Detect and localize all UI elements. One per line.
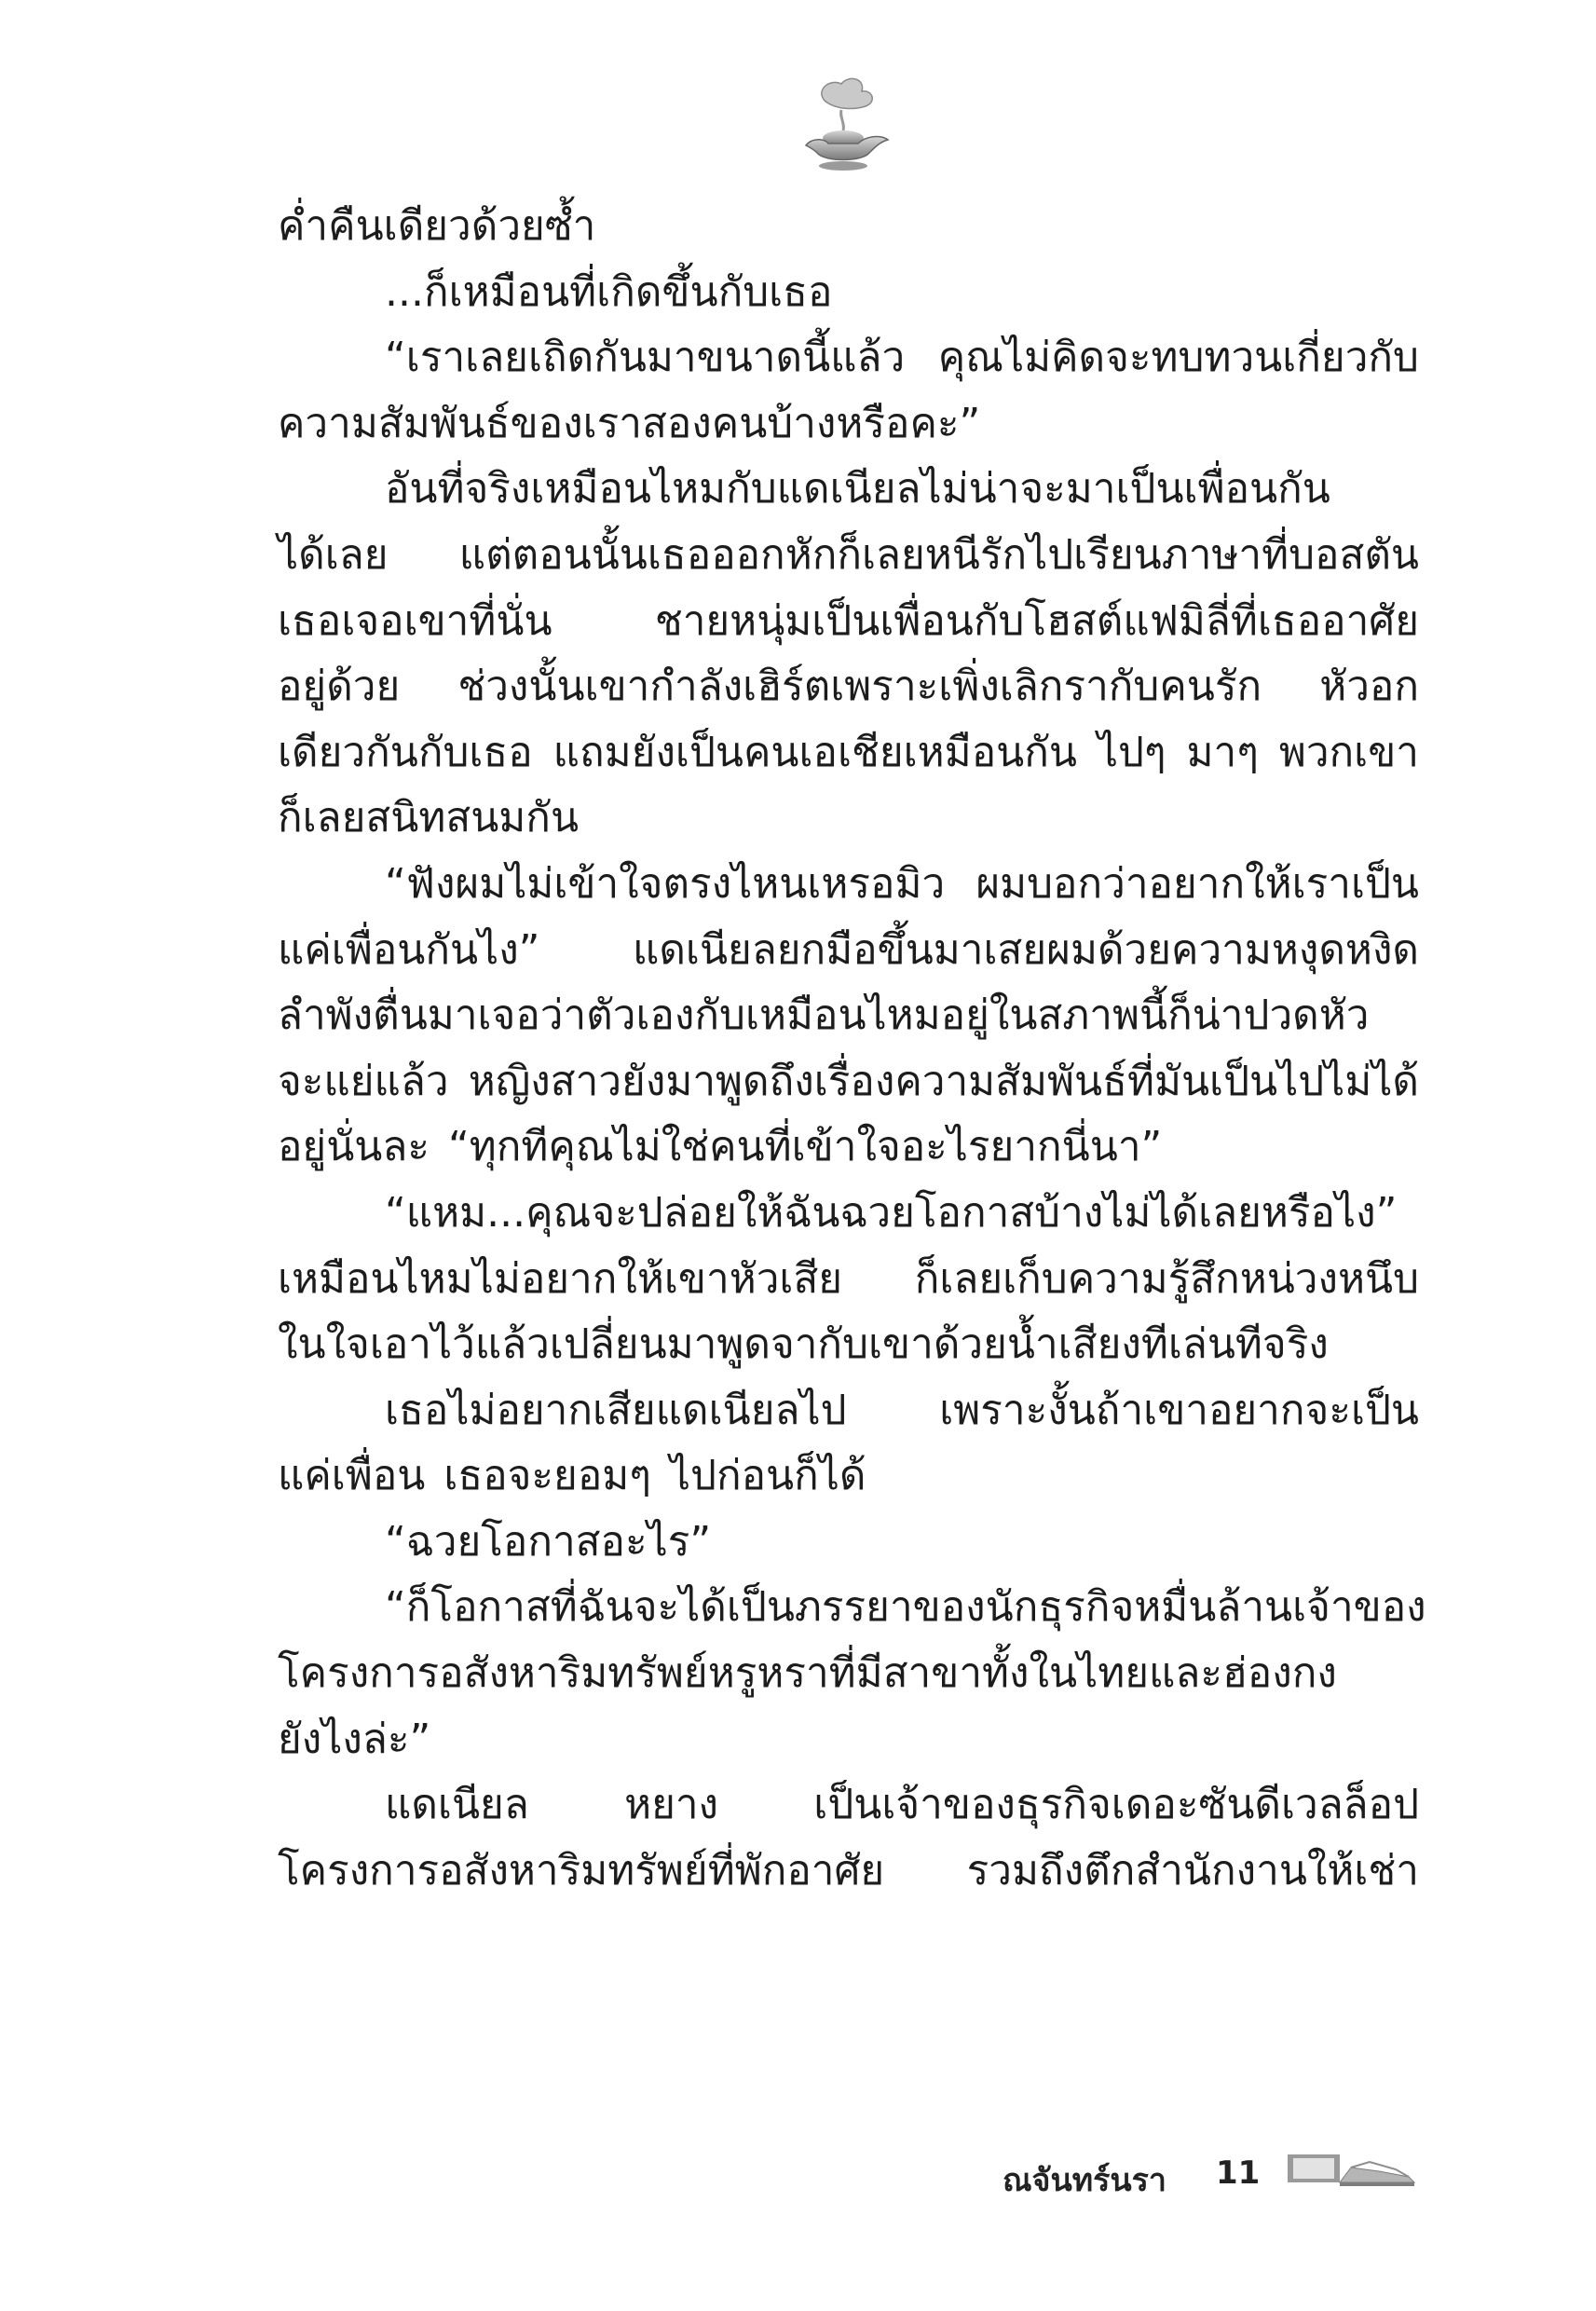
books-ornament-icon bbox=[1286, 2149, 1416, 2190]
text-line: เธอไม่อยากเสียแดเนียลไป เพราะงั้นถ้าเขาอยากจะเป็น bbox=[385, 1386, 1419, 1434]
text-line: แค่เพื่อนกันไง” แดเนียลยกมือขึ้นมาเสยผมด้วยความหงุดหงิด bbox=[278, 925, 1419, 974]
text-line: “ก็โอกาสที่ฉันจะได้เป็นภรรยาของนักธุรกิจหมื่นล้านเจ้าของ bbox=[385, 1583, 1426, 1632]
text-line: “ฟังผมไม่เข้าใจตรงไหนเหรอมิว ผมบอกว่าอยากให้เราเป็น bbox=[385, 859, 1419, 908]
text-line: ค่ำคืนเดียวด้วยซ้ำ bbox=[278, 202, 596, 250]
text-line: อยู่นั่นละ “ทุกทีคุณไม่ใช่คนที่เข้าใจอะไรยากนี่นา” bbox=[278, 1123, 1163, 1171]
text-line: แดเนียล หยาง เป็นเจ้าของธุรกิจเดอะซันดีเวลล็อป bbox=[385, 1781, 1419, 1829]
text-line: จะแย่แล้ว หญิงสาวยังมาพูดถึงเรื่องความสัมพันธ์ที่มันเป็นไปไม่ได้ bbox=[278, 1057, 1419, 1105]
text-line: ก็เลยสนิทสนมกัน bbox=[278, 794, 580, 842]
text-line: โครงการอสังหาริมทรัพย์หรูหราที่มีสาขาทั้งในไทยและฮ่องกง bbox=[278, 1649, 1337, 1698]
text-line: “เราเลยเถิดกันมาขนาดนี้แล้ว คุณไม่คิดจะทบทวนเกี่ยวกับ bbox=[385, 334, 1419, 382]
text-line: ...ก็เหมือนที่เกิดขึ้นกับเธอ bbox=[385, 267, 833, 316]
text-line: เธอเจอเขาที่นั่น ชายหนุ่มเป็นเพื่อนกับโฮสต์แฟมิลี่ที่เธออาศัย bbox=[278, 596, 1419, 645]
body-text bbox=[278, 194, 1426, 1904]
text-line: เหมือนไหมไม่อยากให้เขาหัวเสีย ก็เลยเก็บความรู้สึกหน่วงหนึบ bbox=[278, 1254, 1419, 1303]
text-line: “ฉวยโอกาสอะไร” bbox=[385, 1517, 712, 1566]
text-line: “แหม...คุณจะปล่อยให้ฉันฉวยโอกาสบ้างไม่ได้เลยหรือไง” bbox=[385, 1188, 1398, 1237]
text-line: อันที่จริงเหมือนไหมกับแดเนียลไม่น่าจะมาเป็นเพื่อนกัน bbox=[385, 465, 1330, 513]
text-line: ความสัมพันธ์ของเราสองคนบ้างหรือคะ” bbox=[278, 399, 981, 447]
page-number: 11 bbox=[1216, 2154, 1261, 2192]
author-name: ณจันทร์นรา bbox=[1003, 2162, 1166, 2199]
text-line: ลำพังตื่นมาเจอว่าตัวเองกับเหมือนไหมอยู่ในสภาพนี้ก็น่าปวดหัว bbox=[278, 991, 1370, 1040]
text-line: เดียวกันกับเธอ แถมยังเป็นคนเอเชียเหมือนกัน ไปๆ มาๆ พวกเขา bbox=[278, 728, 1419, 776]
text-line: ในใจเอาไว้แล้วเปลี่ยนมาพูดจากับเขาด้วยน้ำเสียงทีเล่นทีจริง bbox=[278, 1320, 1329, 1369]
text-line: อยู่ด้วย ช่วงนั้นเขากำลังเฮิร์ตเพราะเพิ่งเลิกรากับคนรัก หัวอก bbox=[278, 663, 1419, 711]
genie-lamp-icon bbox=[787, 73, 899, 175]
page-footer bbox=[988, 2143, 1435, 2208]
text-line: ยังไงล่ะ” bbox=[278, 1715, 431, 1763]
text-line: แค่เพื่อน เธอจะยอมๆ ไปก่อนก็ได้ bbox=[278, 1452, 866, 1500]
text-line: ได้เลย แต่ตอนนั้นเธอออกหักก็เลยหนีรักไปเรียนภาษาที่บอสตัน bbox=[278, 530, 1419, 579]
text-line: โครงการอสังหาริมทรัพย์ที่พักอาศัย รวมถึงตึกสำนักงานให้เช่า bbox=[278, 1846, 1419, 1894]
